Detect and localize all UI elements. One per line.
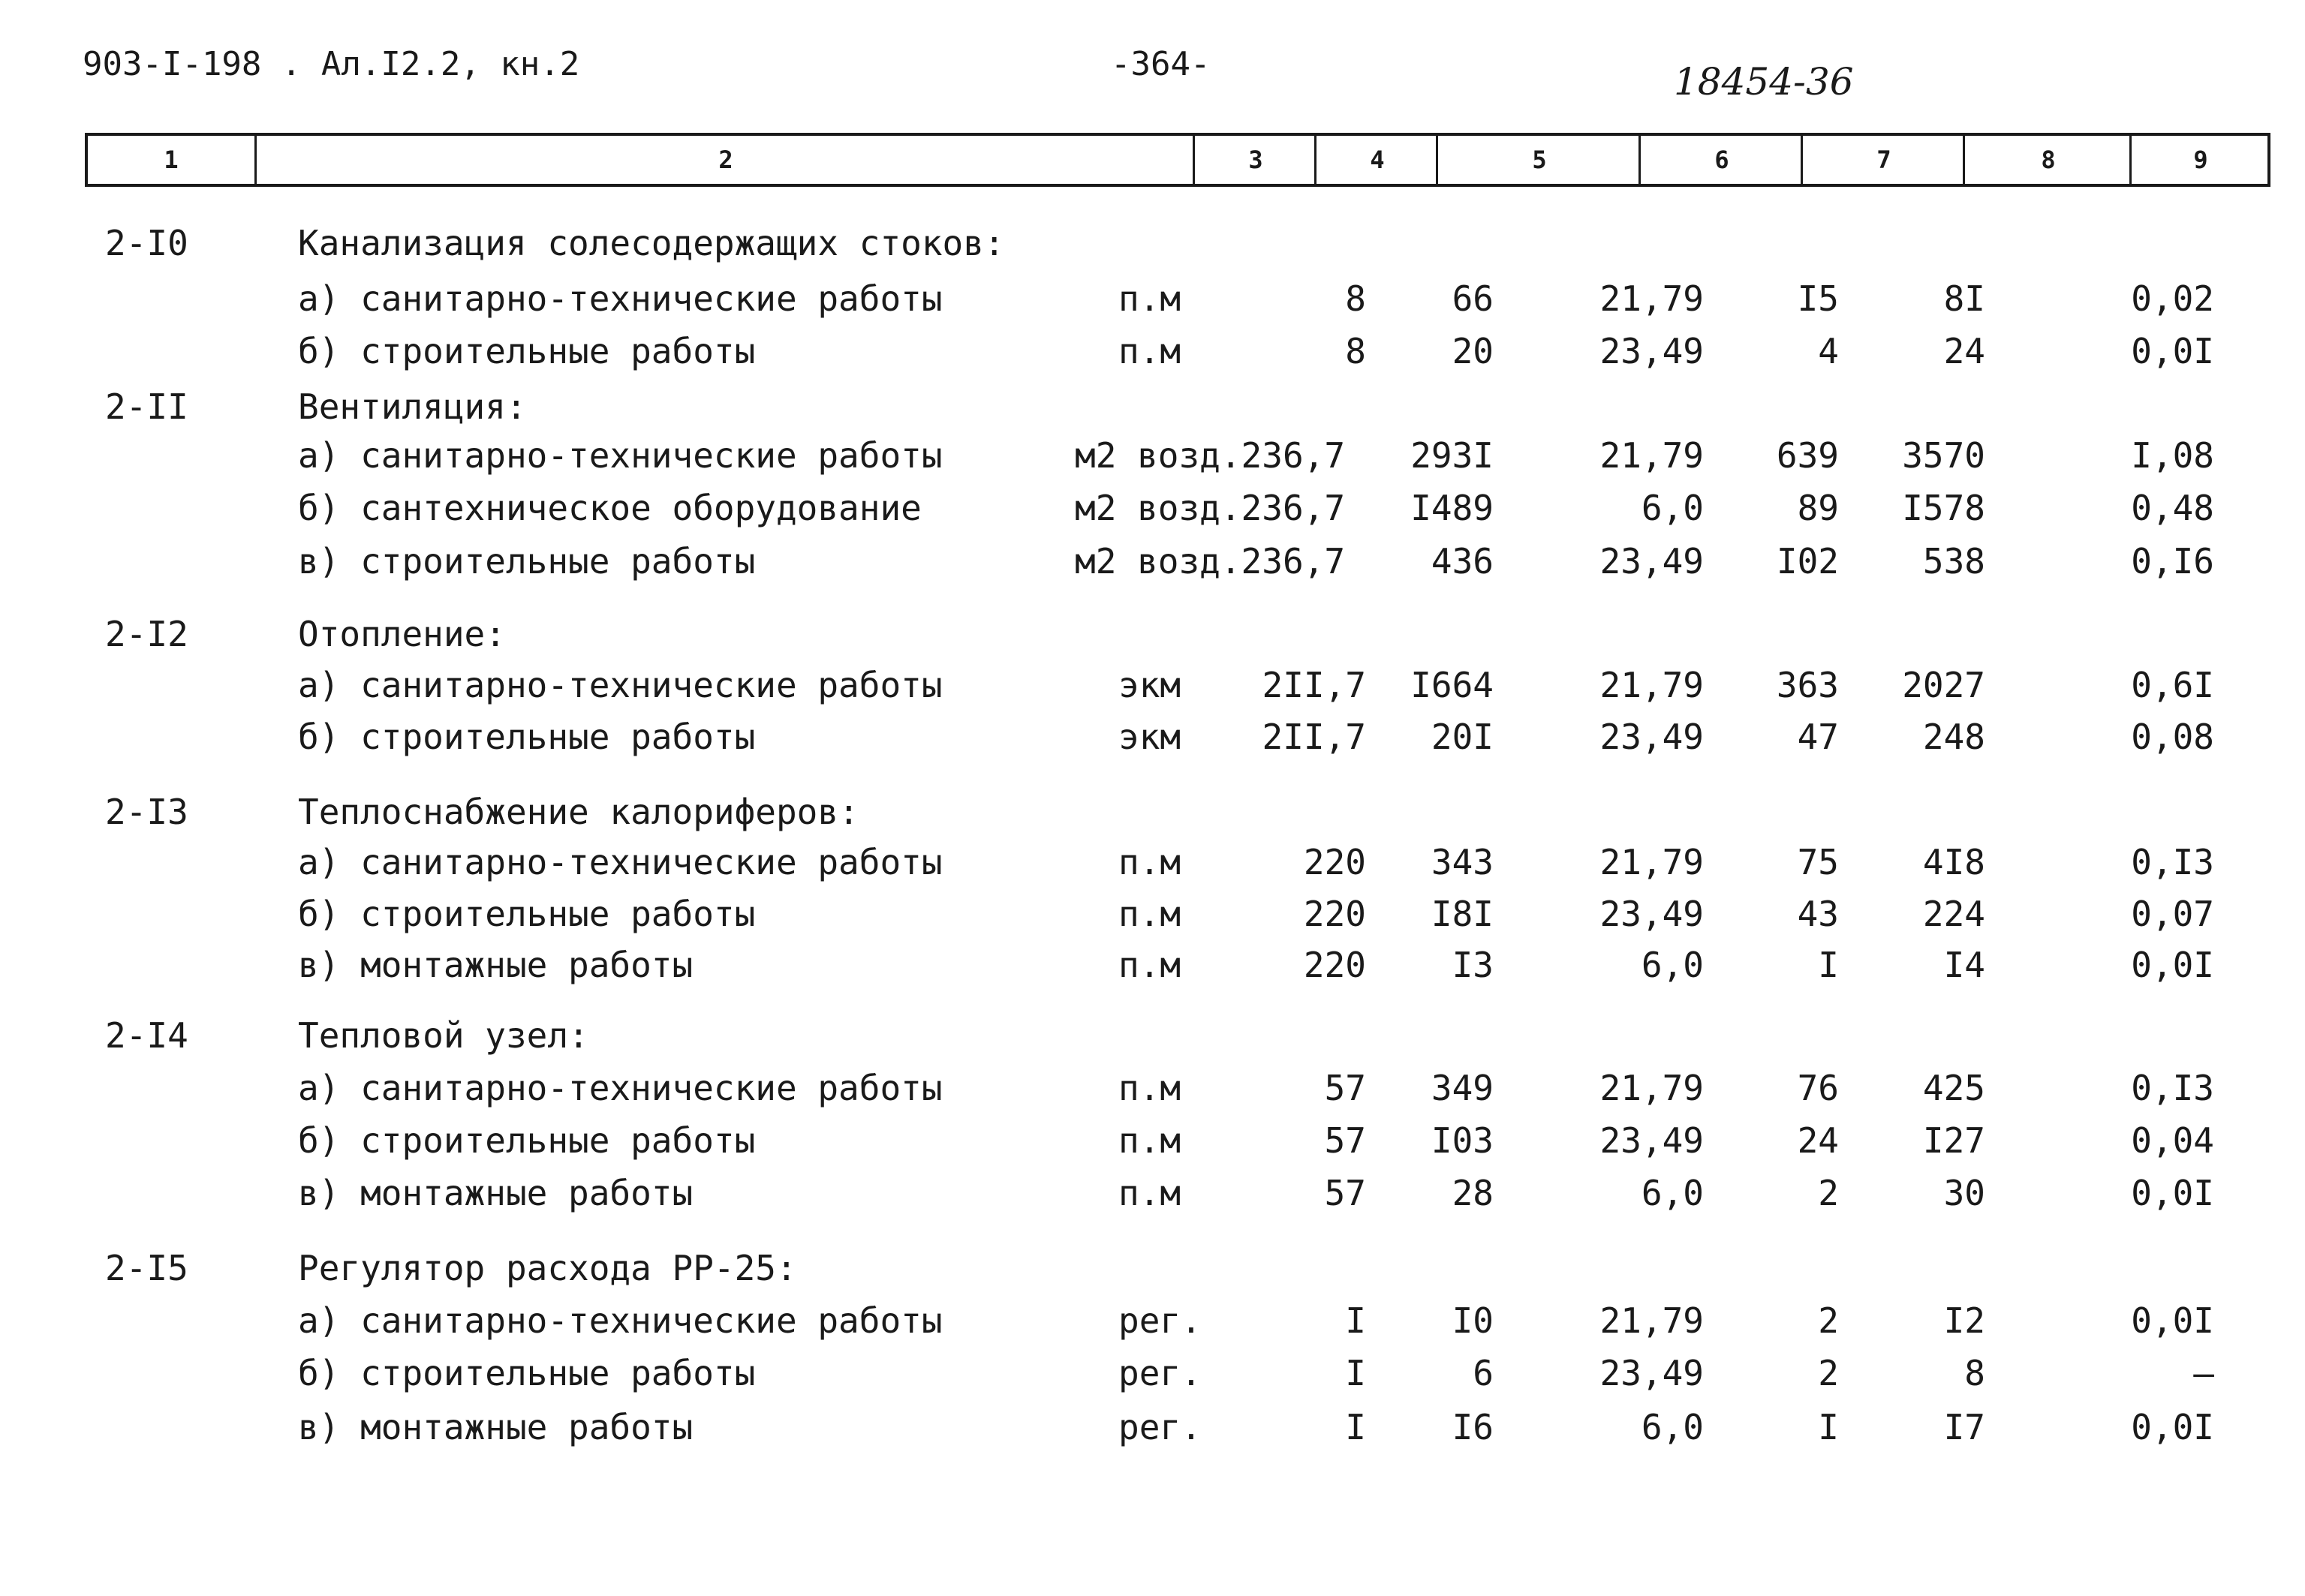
col9-cell: 0,0I — [2131, 331, 2214, 371]
row-number: 2-II — [105, 386, 188, 427]
unit-cell: п.м — [1118, 1173, 1181, 1213]
col7-cell: 2 — [1818, 1173, 1839, 1213]
row-number: 2-I0 — [105, 223, 188, 263]
table-row — [0, 1118, 2305, 1163]
row-description: Отопление: — [298, 614, 506, 654]
document-code: 903-I-198 . Ал.I2.2, кн.2 — [83, 45, 580, 83]
quantity-cell: 57 — [1324, 1173, 1366, 1213]
col6-cell: 21,79 — [1599, 842, 1704, 882]
table-row — [0, 485, 2305, 530]
table-row — [0, 612, 2305, 657]
quantity-cell: I — [1345, 1407, 1366, 1447]
table-row — [0, 714, 2305, 759]
row-description: а) санитарно-технические работы — [298, 1300, 943, 1341]
row-number: 2-I2 — [105, 614, 188, 654]
col8-cell: 8I — [1943, 278, 1985, 319]
col7-cell: 2 — [1818, 1353, 1839, 1393]
col8-cell: 538 — [1922, 541, 1985, 582]
row-description: в) строительные работы — [298, 541, 756, 582]
table-row — [0, 1246, 2305, 1291]
col8-cell: 425 — [1922, 1068, 1985, 1108]
col7-cell: 76 — [1797, 1068, 1839, 1108]
col9-cell: 0,02 — [2131, 278, 2214, 319]
col6-cell: 21,79 — [1599, 1068, 1704, 1108]
column-header-3: 3 — [1193, 136, 1316, 184]
col8-cell: I578 — [1902, 488, 1985, 528]
unit-qty-cell: м2 возд.236,7 — [1075, 541, 1346, 582]
quantity-cell: 220 — [1303, 894, 1366, 934]
col5-cell: 349 — [1431, 1068, 1494, 1108]
col6-cell: 6,0 — [1641, 488, 1704, 528]
col9-cell: 0,I3 — [2131, 1068, 2214, 1108]
row-description: Канализация солесодержащих стоков: — [298, 223, 1005, 263]
col7-cell: 75 — [1797, 842, 1839, 882]
column-header-8: 8 — [1963, 136, 2132, 184]
col9-cell: 0,6I — [2131, 665, 2214, 705]
unit-cell: экм — [1118, 665, 1181, 705]
row-description: Регулятор расхода РР-25: — [298, 1248, 797, 1288]
unit-cell: п.м — [1118, 945, 1181, 985]
col6-cell: 21,79 — [1599, 1300, 1704, 1341]
col7-cell: 4 — [1818, 331, 1839, 371]
row-description: в) монтажные работы — [298, 1173, 694, 1213]
unit-cell: рег. — [1118, 1353, 1202, 1393]
col6-cell: 23,49 — [1599, 1353, 1704, 1393]
col8-cell: 3570 — [1902, 435, 1985, 476]
quantity-cell: 2II,7 — [1262, 665, 1366, 705]
row-number: 2-I5 — [105, 1248, 188, 1288]
table-row — [0, 384, 2305, 429]
table-row — [0, 276, 2305, 321]
column-header-6: 6 — [1638, 136, 1803, 184]
unit-cell: рег. — [1118, 1300, 1202, 1341]
col9-cell: I,08 — [2131, 435, 2214, 476]
col9-cell: 0,I6 — [2131, 541, 2214, 582]
unit-cell: п.м — [1118, 1120, 1181, 1161]
col6-cell: 23,49 — [1599, 717, 1704, 757]
quantity-cell: 2II,7 — [1262, 717, 1366, 757]
col9-cell: 0,48 — [2131, 488, 2214, 528]
row-description: а) санитарно-технические работы — [298, 435, 943, 476]
col7-cell: 24 — [1797, 1120, 1839, 1161]
col6-cell: 21,79 — [1599, 278, 1704, 319]
row-description: б) сантехническое оборудование — [298, 488, 922, 528]
col9-cell: 0,07 — [2131, 894, 2214, 934]
row-description: в) монтажные работы — [298, 1407, 694, 1447]
col8-cell: 8 — [1964, 1353, 1985, 1393]
col6-cell: 21,79 — [1599, 665, 1704, 705]
col7-cell: I — [1818, 1407, 1839, 1447]
col7-cell: I5 — [1797, 278, 1839, 319]
col9-cell: 0,I3 — [2131, 842, 2214, 882]
table-row — [0, 891, 2305, 936]
row-description: Вентиляция: — [298, 386, 527, 427]
col5-cell: I0 — [1452, 1300, 1494, 1341]
col9-cell: 0,08 — [2131, 717, 2214, 757]
column-header-2: 2 — [254, 136, 1195, 184]
table-row — [0, 1066, 2305, 1111]
col5-cell: I3 — [1452, 945, 1494, 985]
unit-cell: п.м — [1118, 1068, 1181, 1108]
column-header-5: 5 — [1436, 136, 1641, 184]
col8-cell: 224 — [1922, 894, 1985, 934]
col6-cell: 23,49 — [1599, 1120, 1704, 1161]
table-row — [0, 1351, 2305, 1396]
row-description: б) строительные работы — [298, 717, 756, 757]
col7-cell: 2 — [1818, 1300, 1839, 1341]
unit-qty-cell: м2 возд.236,7 — [1075, 435, 1346, 476]
row-description: б) строительные работы — [298, 1120, 756, 1161]
row-description: а) санитарно-технические работы — [298, 842, 943, 882]
quantity-cell: 8 — [1345, 331, 1366, 371]
table-row — [0, 942, 2305, 987]
col6-cell: 23,49 — [1599, 331, 1704, 371]
unit-cell: экм — [1118, 717, 1181, 757]
column-header-4: 4 — [1314, 136, 1438, 184]
column-header-7: 7 — [1801, 136, 1965, 184]
col8-cell: 30 — [1943, 1173, 1985, 1213]
unit-cell: п.м — [1118, 842, 1181, 882]
quantity-cell: 57 — [1324, 1120, 1366, 1161]
quantity-cell: 220 — [1303, 842, 1366, 882]
col8-cell: I4 — [1943, 945, 1985, 985]
col6-cell: 23,49 — [1599, 894, 1704, 934]
col5-cell: I664 — [1410, 665, 1494, 705]
col8-cell: I2 — [1943, 1300, 1985, 1341]
col7-cell: 89 — [1797, 488, 1839, 528]
col5-cell: 343 — [1431, 842, 1494, 882]
col9-cell: – — [2193, 1353, 2214, 1393]
col6-cell: 23,49 — [1599, 541, 1704, 582]
unit-cell: рег. — [1118, 1407, 1202, 1447]
col8-cell: 24 — [1943, 331, 1985, 371]
column-header-9: 9 — [2129, 136, 2270, 184]
row-description: б) строительные работы — [298, 331, 756, 371]
col6-cell: 6,0 — [1641, 945, 1704, 985]
handwritten-doc-number: 18454-36 — [1674, 60, 1854, 104]
col5-cell: I03 — [1431, 1120, 1494, 1161]
quantity-cell: I — [1345, 1353, 1366, 1393]
col7-cell: 363 — [1776, 665, 1839, 705]
col8-cell: I27 — [1922, 1120, 1985, 1161]
row-number: 2-I3 — [105, 792, 188, 832]
col9-cell: 0,0I — [2131, 1407, 2214, 1447]
col9-cell: 0,0I — [2131, 1300, 2214, 1341]
row-description: Тепловой узел: — [298, 1015, 589, 1056]
quantity-cell: I — [1345, 1300, 1366, 1341]
col6-cell: 21,79 — [1599, 435, 1704, 476]
table-row — [0, 539, 2305, 584]
unit-cell: п.м — [1118, 278, 1181, 319]
unit-cell: п.м — [1118, 894, 1181, 934]
col7-cell: 43 — [1797, 894, 1839, 934]
table-row — [0, 663, 2305, 708]
table-row — [0, 840, 2305, 885]
row-description: а) санитарно-технические работы — [298, 665, 943, 705]
row-description: б) строительные работы — [298, 1353, 756, 1393]
col7-cell: I — [1818, 945, 1839, 985]
col8-cell: 4I8 — [1922, 842, 1985, 882]
col5-cell: 66 — [1452, 278, 1494, 319]
col8-cell: I7 — [1943, 1407, 1985, 1447]
quantity-cell: 57 — [1324, 1068, 1366, 1108]
table-row — [0, 1298, 2305, 1343]
table-row — [0, 329, 2305, 374]
table-row — [0, 789, 2305, 834]
unit-cell: п.м — [1118, 331, 1181, 371]
col7-cell: I02 — [1776, 541, 1839, 582]
table-row — [0, 1171, 2305, 1216]
table-row — [0, 1013, 2305, 1058]
col5-cell: I8I — [1431, 894, 1494, 934]
col9-cell: 0,0I — [2131, 945, 2214, 985]
col9-cell: 0,0I — [2131, 1173, 2214, 1213]
col6-cell: 6,0 — [1641, 1173, 1704, 1213]
table-row — [0, 1405, 2305, 1450]
col9-cell: 0,04 — [2131, 1120, 2214, 1161]
col5-cell: 28 — [1452, 1173, 1494, 1213]
table-row — [0, 221, 2305, 266]
row-description: в) монтажные работы — [298, 945, 694, 985]
row-description: б) строительные работы — [298, 894, 756, 934]
row-description: а) санитарно-технические работы — [298, 278, 943, 319]
row-number: 2-I4 — [105, 1015, 188, 1056]
column-header-1: 1 — [164, 146, 179, 174]
row-description: а) санитарно-технические работы — [298, 1068, 943, 1108]
col7-cell: 639 — [1776, 435, 1839, 476]
col6-cell: 6,0 — [1641, 1407, 1704, 1447]
col5-cell: 293I — [1410, 435, 1494, 476]
col7-cell: 47 — [1797, 717, 1839, 757]
col5-cell: I6 — [1452, 1407, 1494, 1447]
col5-cell: 20I — [1431, 717, 1494, 757]
quantity-cell: 220 — [1303, 945, 1366, 985]
col8-cell: 248 — [1922, 717, 1985, 757]
col5-cell: I489 — [1410, 488, 1494, 528]
row-description: Теплоснабжение калориферов: — [298, 792, 859, 832]
unit-qty-cell: м2 возд.236,7 — [1075, 488, 1346, 528]
quantity-cell: 8 — [1345, 278, 1366, 319]
page-number: -364- — [1111, 45, 1211, 83]
col5-cell: 20 — [1452, 331, 1494, 371]
col5-cell: 436 — [1431, 541, 1494, 582]
table-row — [0, 433, 2305, 478]
col5-cell: 6 — [1473, 1353, 1494, 1393]
col8-cell: 2027 — [1902, 665, 1985, 705]
